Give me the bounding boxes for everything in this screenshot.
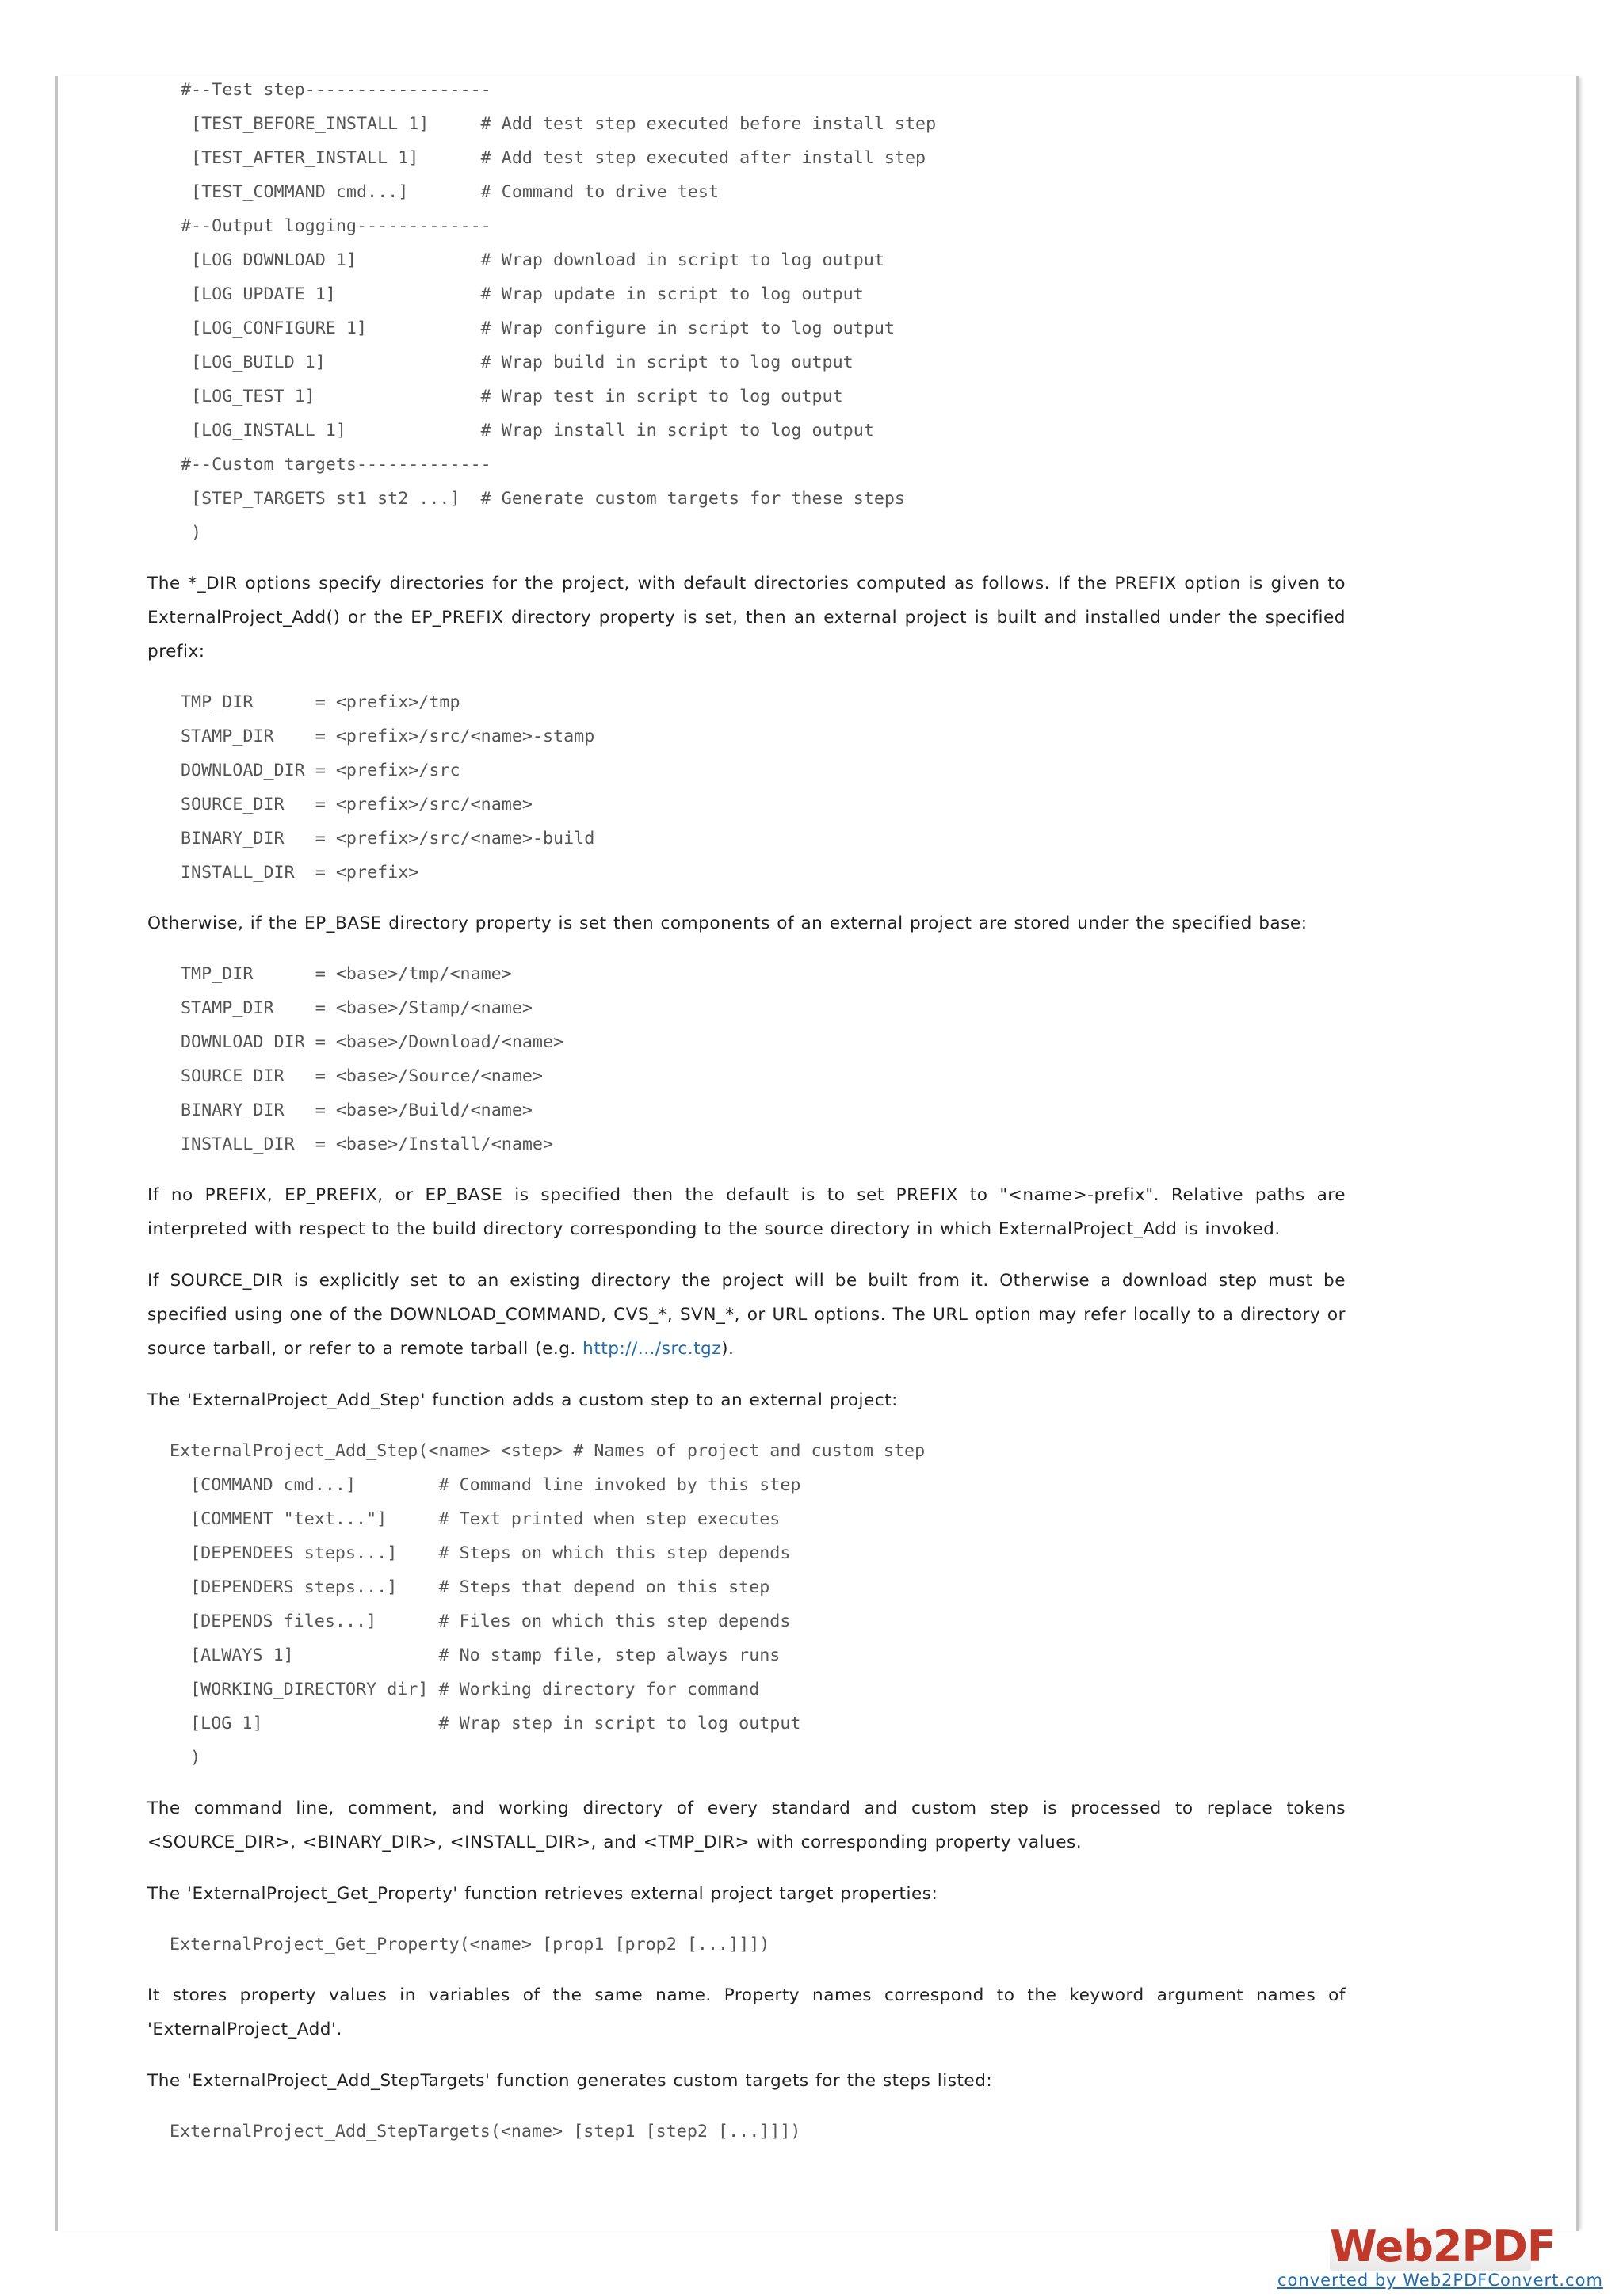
logo-part-2: 2 [1432,2222,1462,2271]
code-line: STAMP_DIR = <prefix>/src/<name>-stamp [181,727,595,746]
paragraph-dir-options: The *_DIR options specify directories for the project, with default directories computed as follows. If the PREFIX option is given to ExternalProject_Add() or the EP_PREFIX directory property is set, then an external project is built and installed under the specified prefix: [147,574,1346,662]
code-line: #--Custom targets------------- [181,455,491,475]
code-line: [TEST_COMMAND cmd...] # Command to drive test [181,182,719,202]
code-block-base-dirs [147,957,1346,1161]
code-line: [LOG_TEST 1] # Wrap test in script to log output [181,387,843,406]
code-line: ) [181,523,202,543]
src-tgz-link[interactable]: http://.../src.tgz [582,1339,722,1359]
paragraph-stores: It stores property values in variables of the same name. Property names correspond to the keyword argument names of 'ExternalProject_Add'. [147,1985,1346,2039]
code-line: [DEPENDS files...] # Files on which this step depends [170,1611,791,1631]
code-line: ) [170,1748,201,1768]
code-line: [TEST_AFTER_INSTALL 1] # Add test step executed after install step [181,148,926,168]
code-line: [STEP_TARGETS st1 st2 ...] # Generate custom targets for these steps [181,489,905,509]
code-line: SOURCE_DIR = <prefix>/src/<name> [181,795,533,814]
logo-part-pdf: PDF [1461,2222,1556,2271]
paragraph-ep-base: Otherwise, if the EP_BASE directory property is set then components of an external project are stored under the specified base: [147,913,1308,933]
code-line: [LOG_UPDATE 1] # Wrap update in script to log output [181,284,864,304]
code-line: DOWNLOAD_DIR = <prefix>/src [181,761,460,780]
paragraph-no-prefix: If no PREFIX, EP_PREFIX, or EP_BASE is specified then the default is to set PREFIX to "<name>-prefix". Relative paths are interpreted with respect to the build directory corresponding to the source directory in which ExternalProject_Add is invoked. [147,1185,1346,1239]
paragraph-get-property: The 'ExternalProject_Get_Property' function retrieves external project target properties: [147,1884,938,1904]
logo-part-web: Web [1330,2222,1433,2271]
code-line: ExternalProject_Add_Step(<name> <step> # Names of project and custom step [170,1441,926,1461]
paragraph-source-dir-end: ). [721,1339,735,1359]
code-line: [DEPENDEES steps...] # Steps on which this step depends [170,1543,791,1563]
code-line: DOWNLOAD_DIR = <base>/Download/<name> [181,1032,564,1052]
code-line: [LOG_BUILD 1] # Wrap build in script to log output [181,353,854,372]
document-content [147,73,1346,2149]
code-block-add-step [147,1434,1346,1775]
code-line: ExternalProject_Get_Property(<name> [prop1 [prop2 [...]]]) [170,1935,770,1955]
code-line: TMP_DIR = <prefix>/tmp [181,692,460,712]
paragraph-source-dir-text: If SOURCE_DIR is explicitly set to an existing directory the project will be built from it. Otherwise a download step must be specified using one of the DOWNLOAD_COMMAND, CVS_*, SVN_*, or URL options. The URL option may refer locally to a directory or source tarball, or refer to a remote tarball (e.g. [147,1271,1346,1359]
code-line: SOURCE_DIR = <base>/Source/<name> [181,1066,543,1086]
code-line: [WORKING_DIRECTORY dir] # Working directory for command [170,1680,760,1699]
paragraph-add-step: The 'ExternalProject_Add_Step' function adds a custom step to an external project: [147,1390,898,1410]
code-line: BINARY_DIR = <base>/Build/<name> [181,1100,533,1120]
paragraph-tokens: The command line, comment, and working directory of every standard and custom step is processed to replace tokens <SOURCE_DIR>, <BINARY_DIR>, <INSTALL_DIR>, and <TMP_DIR> with corresponding property values. [147,1798,1346,1852]
code-block-prefix-dirs [147,685,1346,890]
paragraph-step-targets: The 'ExternalProject_Add_StepTargets' function generates custom targets for the steps listed: [147,2071,993,2091]
code-line: INSTALL_DIR = <prefix> [181,863,419,883]
code-line: TMP_DIR = <base>/tmp/<name> [181,964,512,984]
converted-by-link[interactable]: converted by Web2PDFConvert.com [1277,2271,1603,2290]
code-line: [LOG_INSTALL 1] # Wrap install in script to log output [181,421,874,441]
code-line: [LOG 1] # Wrap step in script to log output [170,1714,801,1733]
code-line: [ALWAYS 1] # No stamp file, step always runs [170,1646,781,1665]
code-line: STAMP_DIR = <base>/Stamp/<name> [181,998,533,1018]
web2pdf-logo [1328,2222,1556,2271]
code-block-options-tail [147,73,1346,550]
code-line: #--Test step------------------ [181,80,491,100]
code-line: #--Output logging------------- [181,216,491,236]
code-line: [COMMENT "text..."] # Text printed when step executes [170,1509,781,1529]
code-line: BINARY_DIR = <prefix>/src/<name>-build [181,829,595,849]
paragraph-source-dir [147,1264,1346,1366]
code-line: [COMMAND cmd...] # Command line invoked by this step [170,1475,801,1495]
code-block-get-property [147,1928,1346,1962]
code-line: [DEPENDERS steps...] # Steps that depend on this step [170,1577,770,1597]
code-line: [LOG_CONFIGURE 1] # Wrap configure in script to log output [181,318,895,338]
code-line: [LOG_DOWNLOAD 1] # Wrap download in script to log output [181,250,884,270]
code-block-step-targets [147,2115,1346,2149]
code-line: ExternalProject_Add_StepTargets(<name> [step1 [step2 [...]]]) [170,2122,801,2142]
web2pdf-logo-text [1330,2222,1556,2271]
code-line: [TEST_BEFORE_INSTALL 1] # Add test step executed before install step [181,114,937,134]
code-line: INSTALL_DIR = <base>/Install/<name> [181,1135,554,1154]
